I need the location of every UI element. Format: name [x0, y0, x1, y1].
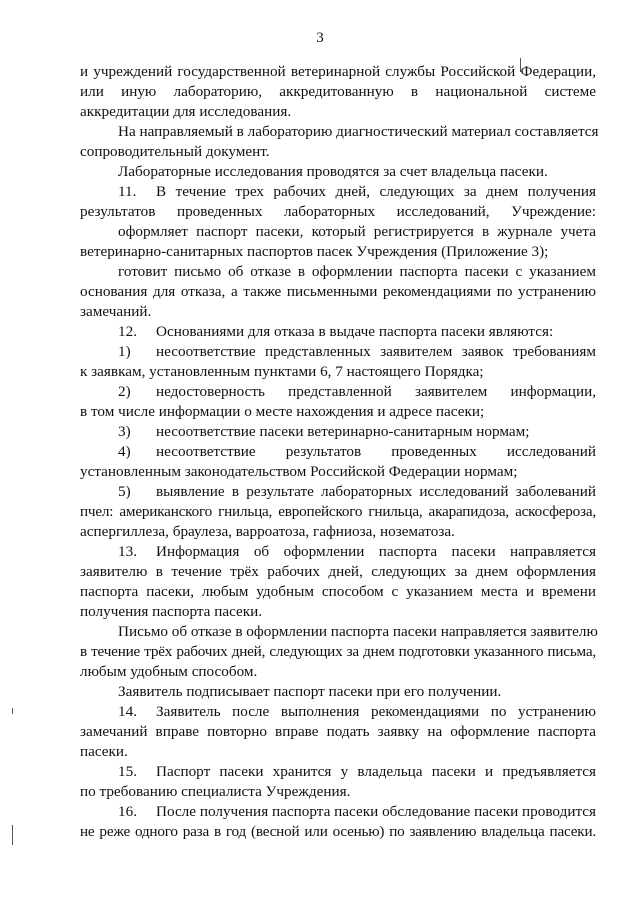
- item-number: 3): [118, 423, 131, 440]
- text-line: В течение трех рабочих дней, следующих за днем получения: [156, 183, 596, 200]
- text-line: не реже одного раза в год (весной или осенью) по заявлению владельца пасеки.: [80, 823, 596, 840]
- text-line: сопроводительный документ.: [80, 143, 270, 160]
- text-line: ветеринарно-санитарных паспортов пасек Учреждения (Приложение 3);: [80, 243, 549, 260]
- text-line: замечаний.: [80, 303, 152, 320]
- text-line: После получения паспорта пасеки обследование пасеки проводится: [156, 803, 596, 820]
- numbered-line: [0, 702, 640, 722]
- text-line: любым удобным способом.: [80, 663, 258, 680]
- text-line: паспорта пасеки, любым удобным способом с указанием места и времени: [80, 583, 596, 600]
- text-line: На направляемый в лабораторию диагностический материал составляется: [118, 123, 599, 140]
- numbered-line: [0, 182, 640, 202]
- numbered-line: [0, 542, 640, 562]
- item-number: 13.: [118, 543, 137, 560]
- item-number: 4): [118, 443, 131, 460]
- text-line: пчел: американского гнильца, европейского гнильца, акарапидоза, аскосфероза,: [80, 503, 596, 520]
- text-line: Заявитель подписывает паспорт пасеки при его получении.: [118, 683, 502, 700]
- text-line: Заявитель после выполнения рекомендациями по устранению: [156, 703, 596, 720]
- numbered-line: [0, 322, 640, 342]
- numbered-line: [0, 442, 640, 462]
- text-line: недостоверность представленной заявителем информации,: [156, 383, 596, 400]
- text-line: готовит письмо об отказе в оформлении паспорта пасеки с указанием: [118, 263, 596, 280]
- numbered-line: [0, 342, 640, 362]
- item-number: 16.: [118, 803, 137, 820]
- text-line: заявителю в течение трёх рабочих дней, следующих за днем оформления: [80, 563, 596, 580]
- item-number: 11.: [118, 183, 137, 200]
- text-line: несоответствие представленных заявителем заявок требованиям: [156, 343, 596, 360]
- text-line: установленным законодательством Российской Федерации нормам;: [80, 463, 518, 480]
- text-line: по требованию специалиста Учреждения.: [80, 783, 351, 800]
- item-number: 12.: [118, 323, 137, 340]
- text-line: Информация об оформлении паспорта пасеки направляется: [156, 543, 596, 560]
- text-line: в том числе информации о месте нахождения и адресе пасеки;: [80, 403, 485, 420]
- text-line: Паспорт пасеки хранится у владельца пасеки и предъявляется: [156, 763, 596, 780]
- text-line: Письмо об отказе в оформлении паспорта пасеки направляется заявителю: [118, 623, 598, 640]
- text-line: и учреждений государственной ветеринарной службы Российской Федерации,: [80, 63, 596, 80]
- text-line: пасеки.: [80, 743, 128, 760]
- numbered-line: [0, 762, 640, 782]
- page-number: 3: [316, 30, 324, 46]
- text-line: несоответствие результатов проведенных исследований: [156, 443, 596, 460]
- text-line: в течение трёх рабочих дней, следующих за днем подготовки указанного письма,: [80, 643, 596, 660]
- item-number: 14.: [118, 703, 137, 720]
- item-number: 2): [118, 383, 131, 400]
- text-line: выявление в результате лабораторных исследований заболеваний: [156, 483, 596, 500]
- text-line: замечаний вправе повторно вправе подать заявку на оформление паспорта: [80, 723, 596, 740]
- numbered-line: [0, 802, 640, 822]
- text-line: аспергиллеза, браулеза, варроатоза, гафниоза, нозематоза.: [80, 523, 455, 540]
- text-line: или иную лабораторию, аккредитованную в национальной системе: [80, 83, 596, 100]
- item-number: 1): [118, 343, 131, 360]
- text-line: Лабораторные исследования проводятся за счет владельца пасеки.: [118, 163, 548, 180]
- numbered-line: [0, 382, 640, 402]
- text-line: результатов проведенных лабораторных исследований, Учреждение:: [80, 203, 596, 220]
- text-line: основания для отказа, а также письменными рекомендациями по устранению: [80, 283, 596, 300]
- text-line: к заявкам, установленным пунктами 6, 7 настоящего Порядка;: [80, 363, 484, 380]
- item-number: 5): [118, 483, 131, 500]
- text-line: оформляет паспорт пасеки, который регистрируется в журнале учета: [118, 223, 596, 240]
- text-line: аккредитации для исследования.: [80, 103, 292, 120]
- numbered-line: [0, 422, 640, 442]
- item-number: 15.: [118, 763, 137, 780]
- numbered-line: [0, 482, 640, 502]
- text-line: несоответствие пасеки ветеринарно-санитарным нормам;: [156, 423, 530, 440]
- text-line: Основаниями для отказа в выдаче паспорта пасеки являются:: [156, 323, 554, 340]
- scan-mark: [12, 825, 13, 845]
- text-line: получения паспорта пасеки.: [80, 603, 263, 620]
